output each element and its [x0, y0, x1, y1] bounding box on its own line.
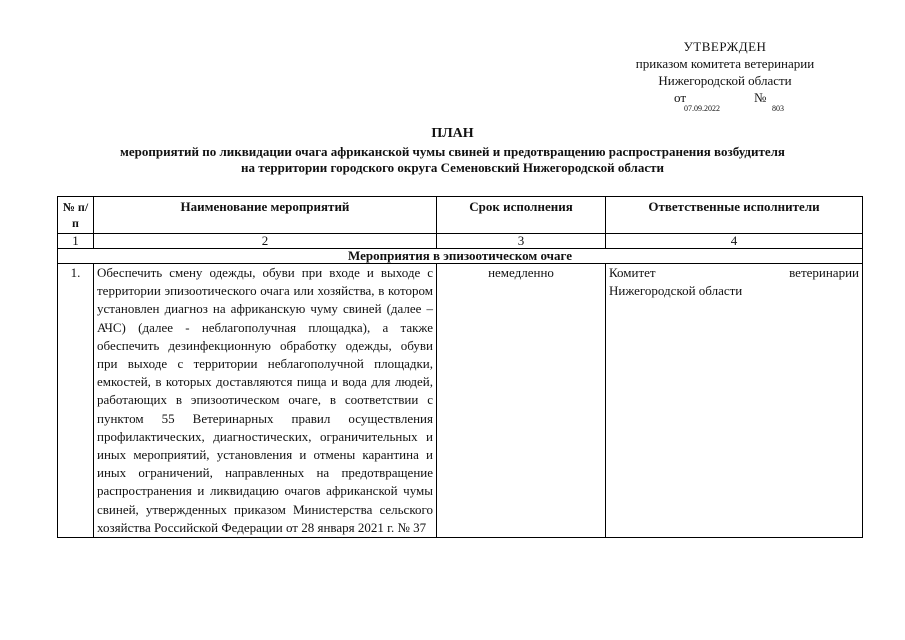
number-label: № — [754, 90, 767, 105]
table-row — [58, 264, 863, 538]
plan-title: ПЛАН — [431, 126, 474, 141]
resp-word-2: ветеринарии — [789, 265, 859, 280]
approval-line-2: Нижегородской области — [658, 73, 792, 88]
approval-date: 07.09.2022 — [684, 104, 720, 113]
header-term: Срок исполнения — [437, 197, 606, 234]
plan-subtitle-2: на территории городского округа Семеновский Нижегородской области — [240, 160, 664, 175]
table-header-row — [58, 197, 863, 234]
header-num: № п/п — [58, 197, 94, 234]
approval-meta — [600, 89, 850, 111]
row-responsible — [606, 264, 863, 538]
section-title: Мероприятия в эпизоотическом очаге — [58, 249, 863, 264]
header-resp: Ответственные исполнители — [606, 197, 863, 234]
col-number: 3 — [437, 234, 606, 249]
approval-stamp — [600, 38, 850, 111]
resp-word-1: Комитет — [609, 265, 656, 280]
approval-number: 803 — [772, 104, 784, 113]
header-name: Наименование мероприятий — [94, 197, 437, 234]
from-label: от — [674, 90, 687, 105]
plan-subtitle-1: мероприятий по ликвидации очага африканской чумы свиней и предотвращению распространения возбудителя — [120, 144, 785, 159]
approval-line-1: приказом комитета ветеринарии — [635, 56, 815, 71]
col-number: 4 — [606, 234, 863, 249]
plan-title-block — [0, 126, 905, 176]
resp-line-2: Нижегородской области — [609, 283, 743, 298]
row-number: 1. — [58, 264, 94, 538]
column-number-row — [58, 234, 863, 249]
plan-table — [57, 196, 863, 538]
col-number: 1 — [58, 234, 94, 249]
row-measure-text: Обеспечить смену одежды, обуви при входе и выходе с территории эпизоотического очага или хозяйства, в котором установлен диагноз на африканскую чуму свиней (далее – АЧС) (далее - неблагополучная площадка), а также обеспечить дезинфекционную обработку одежды, обуви при выходе с территории неблагополучной площадки, емкостей, в которых доставляются пища и вода для людей, работающих в эпизоотическом очаге, в соответствии с пунктом 55 Ветеринарных правил осуществления профилактических, диагностических, ограничительных и иных мероприятий, установления и отмены карантина и иных ограничений, направленных на предотвращение распространения и ликвидацию очагов африканской чумы свиней, утвержденных приказом Министерства сельского хозяйства Российской Федерации от 28 января 2021 г. № 37 — [94, 264, 437, 538]
section-row — [58, 249, 863, 264]
col-number: 2 — [94, 234, 437, 249]
approval-heading: УТВЕРЖДЕН — [683, 39, 767, 54]
row-term: немедленно — [437, 264, 606, 538]
